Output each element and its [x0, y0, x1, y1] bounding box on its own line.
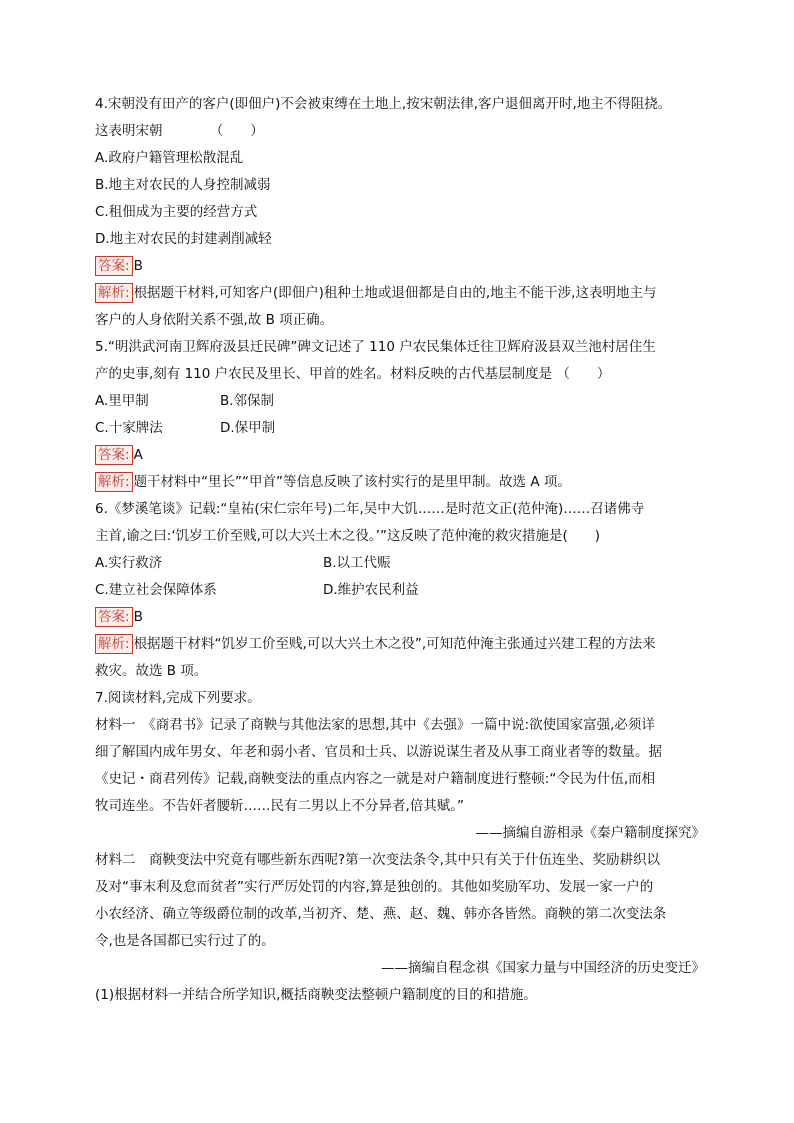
analysis-label: 解析:	[95, 472, 133, 492]
option-a: A.政府户籍管理松散混乱	[95, 150, 244, 166]
option-b: B.邻保制	[220, 393, 275, 409]
question-stem-line: 这表明宋朝 （ ）	[95, 123, 264, 139]
material-2-line: 令,也是各国都已实行过了的。	[95, 933, 275, 949]
question-7	[95, 685, 705, 1009]
question-4	[95, 91, 705, 334]
option-a: A.里甲制	[95, 393, 149, 409]
question-6	[95, 496, 705, 685]
analysis-line	[95, 280, 705, 307]
material-1-line: 细了解国内成年男女、年老和弱小者、官员和士兵、以游说谋生者及从事工商业者等的数量。据	[95, 744, 662, 760]
material-1-source: ——摘编自游相录《秦户籍制度探究》	[475, 825, 705, 841]
options-row	[95, 550, 705, 577]
analysis-label: 解析:	[95, 634, 133, 654]
answer-value: A	[133, 447, 143, 463]
analysis-text: 根据题干材料“饥岁工价至贱,可以大兴土木之役”,可知范仲淹主张通过兴建工程的方法来	[133, 636, 656, 652]
question-stem-line: 5.“明洪武河南卫辉府汲县迁民碑”碑文记述了 110 户农民集体迁往卫辉府汲县双兰池村居住生	[95, 339, 656, 355]
material-2-line: 小农经济、确立等级爵位制的改革,当初齐、楚、燕、赵、魏、韩亦各皆然。商鞅的第二次变法条	[95, 906, 667, 922]
analysis-text: 根据题干材料,可知客户(即佃户)租种土地或退佃都是自由的,地主不能干涉,这表明地主与	[133, 285, 657, 301]
question-5	[95, 334, 705, 496]
option-a: A.实行救济	[95, 555, 163, 571]
question-stem-line: 6.《梦溪笔谈》记载:“皇祐(宋仁宗年号)二年,吴中大饥……是时范文正(范仲淹)……召诸佛寺	[95, 501, 645, 517]
question-stem-line: 主首,谕之曰:‘饥岁工价至贱,可以大兴土木之役。’”这反映了范仲淹的救灾措施是( )	[95, 528, 600, 544]
answer-label: 答案:	[95, 256, 133, 276]
sub-question-1: (1)根据材料一并结合所学知识,概括商鞅变法整顿户籍制度的目的和措施。	[95, 987, 537, 1003]
analysis-label: 解析:	[95, 283, 133, 303]
answer-line	[95, 253, 705, 280]
options-row	[95, 577, 705, 604]
answer-label: 答案:	[95, 607, 133, 627]
answer-value: B	[133, 609, 143, 625]
answer-label: 答案:	[95, 445, 133, 465]
material-1-line: 牧司连坐。不告奸者腰斩……民有二男以上不分异者,倍其赋。”	[95, 798, 465, 814]
option-c: C.十家牌法	[95, 420, 163, 436]
analysis-text: 救灾。故选 B 项。	[95, 663, 208, 679]
page-content	[95, 91, 705, 1009]
answer-line	[95, 442, 705, 469]
analysis-text: 题干材料中“里长”“甲首”等信息反映了该村实行的是里甲制。故选 A 项。	[133, 474, 571, 490]
question-title: 7.阅读材料,完成下列要求。	[95, 690, 261, 706]
material-2-source: ——摘编自程念祺《国家力量与中国经济的历史变迁》	[381, 960, 705, 976]
material-2-line: 材料二 商鞅变法中究竟有哪些新东西呢?第一次变法条令,其中只有关于什伍连坐、奖励耕织以	[95, 852, 660, 868]
question-stem-line: 4.宋朝没有田产的客户(即佃户)不会被束缚在土地上,按宋朝法律,客户退佃离开时,地主不得阻挠。	[95, 96, 672, 112]
answer-line	[95, 604, 705, 631]
option-d: D.地主对农民的封建剥削减轻	[95, 231, 272, 247]
options-row	[95, 388, 705, 415]
material-1-line: 《史记・商君列传》记载,商鞅变法的重点内容之一就是对户籍制度进行整顿:“令民为什伍,而相	[95, 771, 656, 787]
analysis-line	[95, 631, 705, 658]
answer-value: B	[133, 258, 143, 274]
option-c: C.建立社会保障体系	[95, 582, 217, 598]
material-2-line: 及对“事末利及怠而贫者”实行严厉处罚的内容,算是独创的。其他如奖励军功、发展一家一户的	[95, 879, 654, 895]
option-d: D.维护农民利益	[323, 582, 419, 598]
question-stem-line: 产的史事,刻有 110 户农民及里长、甲首的姓名。材料反映的古代基层制度是 （ ）	[95, 366, 611, 382]
options-row	[95, 415, 705, 442]
option-b: B.地主对农民的人身控制减弱	[95, 177, 271, 193]
analysis-text: 客户的人身依附关系不强,故 B 项正确。	[95, 312, 334, 328]
option-d: D.保甲制	[220, 420, 276, 436]
option-b: B.以工代赈	[323, 555, 391, 571]
option-c: C.租佃成为主要的经营方式	[95, 204, 258, 220]
material-1-line: 材料一 《商君书》记录了商鞅与其他法家的思想,其中《去强》一篇中说:欲使国家富强,必须详	[95, 717, 655, 733]
analysis-line	[95, 469, 705, 496]
